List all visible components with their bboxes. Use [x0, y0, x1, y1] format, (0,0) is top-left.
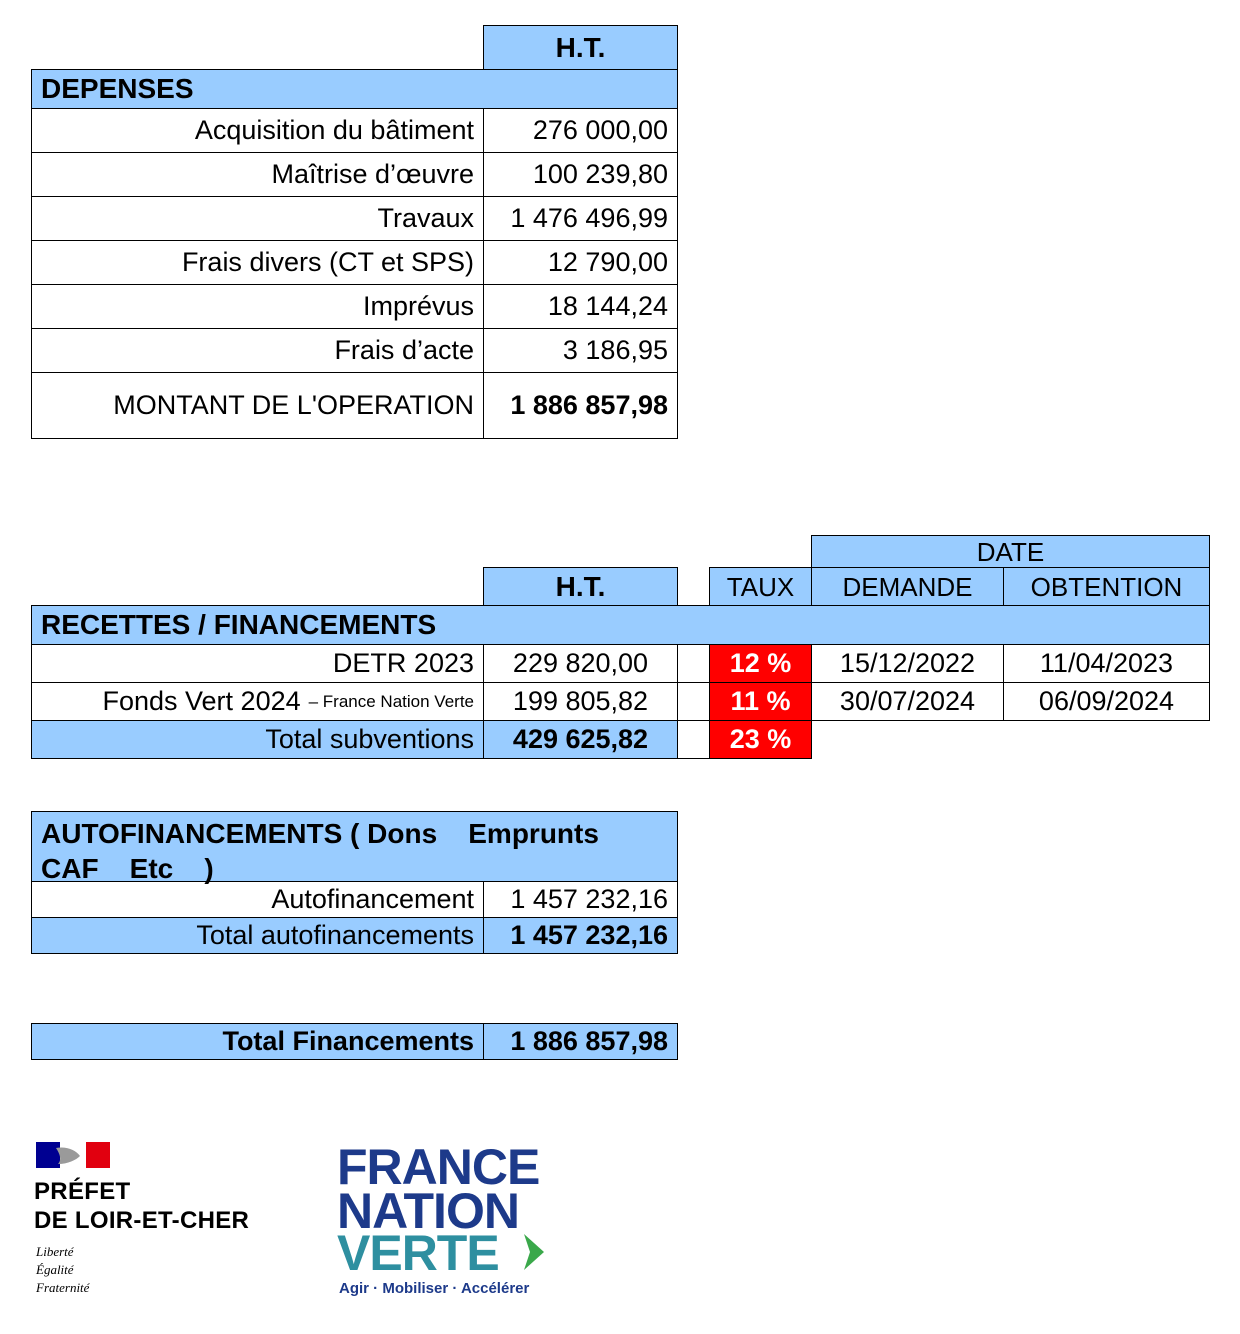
total-financements-value: 1 886 857,98 [483, 1023, 678, 1060]
montant-operation-value: 1 886 857,98 [483, 372, 678, 439]
taux-value: 11 % [709, 682, 812, 721]
depense-value: 276 000,00 [483, 108, 678, 153]
fnv-line3: VERTE [337, 1225, 499, 1281]
total-taux-value: 23 % [709, 720, 812, 759]
marianne-flag-icon [36, 1142, 110, 1168]
fnv-chevron-icon [520, 1232, 548, 1272]
spacer-cell [677, 644, 710, 683]
depenses-section-title: DEPENSES [31, 69, 678, 109]
devise-liberte: Liberté [36, 1244, 74, 1259]
autofinancement-value: 1 457 232,16 [483, 881, 678, 918]
spacer-cell [677, 682, 710, 721]
recette-value: 199 805,82 [483, 682, 678, 721]
obtention-date: 11/04/2023 [1003, 644, 1210, 683]
fnv-line1: FRANCE [337, 1139, 540, 1195]
autofinancements-section-title: AUTOFINANCEMENTS ( Dons Emprunts CAF Etc ) [31, 811, 678, 882]
depense-label: Maîtrise d’œuvre [31, 152, 484, 197]
recettes-ht-header: H.T. [483, 567, 678, 606]
recette-label [31, 682, 484, 721]
recette-label [31, 644, 484, 683]
depense-label: Imprévus [31, 284, 484, 329]
depenses-ht-header: H.T. [483, 25, 678, 70]
recette-label-text: Fonds Vert 2024 [102, 686, 301, 716]
depense-value: 100 239,80 [483, 152, 678, 197]
depense-label: Travaux [31, 196, 484, 241]
depense-value: 12 790,00 [483, 240, 678, 285]
depense-label: Frais d’acte [31, 328, 484, 373]
taux-header: TAUX [709, 567, 812, 606]
depense-label: Frais divers (CT et SPS) [31, 240, 484, 285]
demande-header: DEMANDE [811, 567, 1004, 606]
devise-egalite: Égalité [36, 1262, 74, 1277]
total-subventions-label: Total subventions [31, 720, 484, 759]
devise-fraternite: Fraternité [36, 1280, 90, 1295]
obtention-header: OBTENTION [1003, 567, 1210, 606]
total-autofinancements-value: 1 457 232,16 [483, 917, 678, 954]
prefet-line1: PRÉFET [34, 1178, 131, 1205]
recette-label-note: – France Nation Verte [308, 692, 474, 711]
autofinancement-label: Autofinancement [31, 881, 484, 918]
total-autofinancements-label: Total autofinancements [31, 917, 484, 954]
total-financements-label: Total Financements [31, 1023, 484, 1060]
fnv-tagline: Agir · Mobiliser · Accélérer [339, 1280, 530, 1297]
depense-value: 18 144,24 [483, 284, 678, 329]
obtention-date: 06/09/2024 [1003, 682, 1210, 721]
total-subventions-value: 429 625,82 [483, 720, 678, 759]
prefet-line2: DE LOIR-ET-CHER [34, 1207, 250, 1234]
recette-label-text: DETR 2023 [332, 648, 474, 678]
fnv-line2: NATION [337, 1183, 519, 1239]
depense-value: 1 476 496,99 [483, 196, 678, 241]
taux-value: 12 % [709, 644, 812, 683]
spacer-cell [677, 720, 710, 759]
recettes-section-title: RECETTES / FINANCEMENTS [31, 605, 1210, 645]
date-header: DATE [811, 535, 1210, 568]
demande-date: 30/07/2024 [811, 682, 1004, 721]
recette-value: 229 820,00 [483, 644, 678, 683]
montant-operation-label: MONTANT DE L'OPERATION [31, 372, 484, 439]
demande-date: 15/12/2022 [811, 644, 1004, 683]
depense-label: Acquisition du bâtiment [31, 108, 484, 153]
depense-value: 3 186,95 [483, 328, 678, 373]
